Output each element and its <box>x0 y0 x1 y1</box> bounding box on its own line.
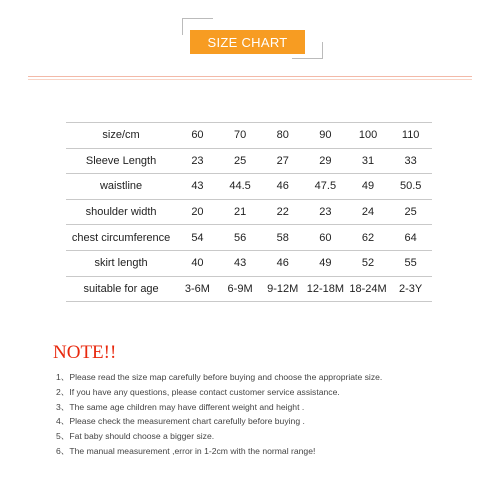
table-cell: 43 <box>176 174 219 200</box>
table-cell: 46 <box>261 250 304 276</box>
row-label: waistline <box>66 174 176 200</box>
table-cell: 29 <box>304 148 347 174</box>
table-cell: 54 <box>176 225 219 251</box>
note-item: 6、The manual measurement ,error in 1-2cm with the normal range! <box>56 445 316 456</box>
note-item: 4、Please check the measurement chart carefully before buying . <box>56 416 305 427</box>
size-cell: 90 <box>304 123 347 149</box>
note-item: 1、Please read the size map carefully before buying and choose the appropriate size. <box>56 372 383 382</box>
table-cell: 58 <box>261 225 304 251</box>
row-label: shoulder width <box>66 199 176 225</box>
table-cell: 6-9M <box>219 276 262 302</box>
row-label: skirt length <box>66 250 176 276</box>
note-item: 2、If you have any questions, please contact customer service assistance. <box>56 386 340 397</box>
size-cell: 80 <box>261 123 304 149</box>
table-cell: 23 <box>176 148 219 174</box>
table-cell: 52 <box>347 250 390 276</box>
header-banner <box>0 0 500 90</box>
size-chart-badge: SIZE CHART <box>190 30 305 54</box>
table-cell: 2-3Y <box>389 276 432 302</box>
table-row <box>66 225 432 251</box>
size-cell: 70 <box>219 123 262 149</box>
notes-list <box>56 370 496 459</box>
divider-stripe <box>28 76 472 77</box>
table-cell: 25 <box>219 148 262 174</box>
note-item: 5、Fat baby should choose a bigger size. <box>56 431 215 442</box>
table-cell: 21 <box>219 199 262 225</box>
table-cell: 27 <box>261 148 304 174</box>
table-cell: 64 <box>389 225 432 251</box>
table-cell: 62 <box>347 225 390 251</box>
table-cell: 50.5 <box>389 174 432 200</box>
table-cell: 31 <box>347 148 390 174</box>
table-cell: 24 <box>347 199 390 225</box>
table-row <box>66 148 432 174</box>
size-cell: 110 <box>389 123 432 149</box>
size-table <box>66 122 432 302</box>
table-cell: 20 <box>176 199 219 225</box>
row-label: suitable for age <box>66 276 176 302</box>
table-cell: 22 <box>261 199 304 225</box>
size-cell: 60 <box>176 123 219 149</box>
table-row <box>66 250 432 276</box>
divider-stripe <box>28 79 472 80</box>
table-cell: 43 <box>219 250 262 276</box>
row-label: chest circumference <box>66 225 176 251</box>
table-cell: 18-24M <box>347 276 390 302</box>
note-title: NOTE!! <box>53 342 117 363</box>
note-item: 3、The same age children may have different weight and height . <box>56 401 305 412</box>
table-cell: 33 <box>389 148 432 174</box>
table-cell: 12-18M <box>304 276 347 302</box>
size-cell: 100 <box>347 123 390 149</box>
table-cell: 46 <box>261 174 304 200</box>
table-cell: 3-6M <box>176 276 219 302</box>
table-cell: 23 <box>304 199 347 225</box>
table-cell: 60 <box>304 225 347 251</box>
table-cell: 49 <box>347 174 390 200</box>
table-cell: 47.5 <box>304 174 347 200</box>
table-cell: 44.5 <box>219 174 262 200</box>
table-cell: 25 <box>389 199 432 225</box>
table-cell: 40 <box>176 250 219 276</box>
table-header-row <box>66 123 432 149</box>
row-label: Sleeve Length <box>66 148 176 174</box>
table-row <box>66 174 432 200</box>
table-cell: 56 <box>219 225 262 251</box>
table-cell: 9-12M <box>261 276 304 302</box>
table-cell: 49 <box>304 250 347 276</box>
table-row <box>66 276 432 302</box>
table-cell: 55 <box>389 250 432 276</box>
table-row <box>66 199 432 225</box>
row-label: size/cm <box>66 123 176 149</box>
